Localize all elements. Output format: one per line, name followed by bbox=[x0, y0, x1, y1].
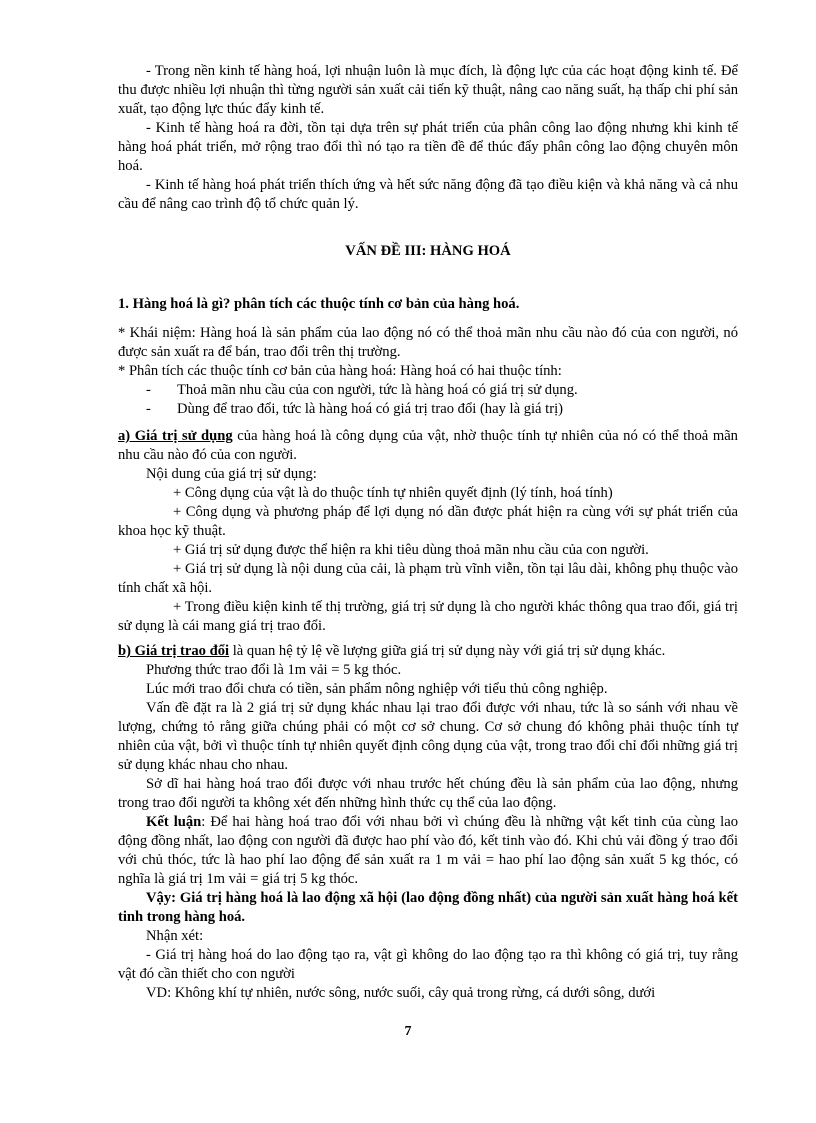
attribute-text: Dùng để trao đổi, tức là hàng hoá có giá trị trao đổi (hay là giá trị) bbox=[177, 401, 564, 417]
section-title: VẤN ĐỀ III: HÀNG HOÁ bbox=[345, 243, 511, 259]
exchange-value-label: b) Giá trị trao đổi bbox=[118, 643, 230, 659]
use-value-item: + Giá trị sử dụng được thể hiện ra khi tiêu dùng thoả mãn nhu cầu của con người. bbox=[173, 542, 649, 558]
conclusion-text: : Để hai hàng hoá trao đổi với nhau bởi vì chúng đều là những vật kết tinh của cùng lao động đồng nhất, lao động con người đã được hao phí vào đó, kết tinh vào đó. Khi chủ vải đồng ý trao đổi với chủ thóc, tức là hao phí lao động để sản xuất ra 1 m vải = hao phí lao động sản xuất 5 kg thóc, có nghĩa là giá trị 1m vải = giá trị 5 kg thóc. bbox=[118, 814, 738, 887]
intro-paragraph-1: - Trong nền kinh tế hàng hoá, lợi nhuận luôn là mục đích, là động lực của các hoạt động kinh tế. Để thu được nhiều lợi nhuận thì từng người sản xuất cải tiến kỹ thuật, nâng cao năng suất, hạ thấp chi phí sản xuất, tạo động lực thúc đẩy kinh tế. bbox=[118, 63, 738, 117]
use-value-text: của hàng hoá là công dụng của vật, nhờ thuộc tính tự nhiên của nó có thể thoả mãn nhu cầu nào đó của con người. bbox=[118, 428, 738, 463]
remarks-label: Nhận xét: bbox=[146, 928, 204, 944]
question-heading: 1. Hàng hoá là gì? phân tích các thuộc tính cơ bản của hàng hoá. bbox=[118, 296, 520, 312]
use-value-item: + Công dụng của vật là do thuộc tính tự nhiên quyết định (lý tính, hoá tính) bbox=[173, 485, 613, 501]
page-number: 7 bbox=[404, 1024, 412, 1039]
use-value-item: + Giá trị sử dụng là nội dung của cải, là phạm trù vĩnh viễn, tồn tại lâu dài, không phụ thuộc vào tính chất xã hội. bbox=[118, 561, 738, 596]
conclusion-paragraph bbox=[118, 813, 738, 889]
dash-marker: - bbox=[146, 382, 151, 398]
exchange-value-paragraph-line: Vấn đề đặt ra là 2 giá trị sử dụng khác nhau lại trao đổi được với nhau, tức là so sánh với nhau về lượng, chứng tỏ rằng giữa chúng phải có một cơ sở chung. Cơ sở chung đó không phải thuộc tính tự nhiên của vật, bởi vì thuộc tính tự nhiên quyết định công dụng của vật, trong trao đổi chỉ đổi những giá trị sử dụng khác nhau cho nhau. bbox=[118, 700, 738, 773]
exchange-value-text: là quan hệ tỷ lệ về lượng giữa giá trị sử dụng này với giá trị sử dụng khác. bbox=[229, 643, 666, 659]
analysis-paragraph: * Phân tích các thuộc tính cơ bản của hàng hoá: Hàng hoá có hai thuộc tính: bbox=[118, 363, 562, 379]
intro-paragraph-3: - Kinh tế hàng hoá phát triển thích ứng và hết sức năng động đã tạo điều kiện và khả năng và cả nhu cầu để nâng cao trình độ tổ chức quản lý. bbox=[118, 177, 738, 212]
remarks-line: VD: Không khí tự nhiên, nước sông, nước suối, cây quả trong rừng, cá dưới sông, dưới bbox=[146, 985, 656, 1001]
use-value-item: + Trong điều kiện kinh tế thị trường, giá trị sử dụng là cho người khác thông qua trao đổi, giá trị sử dụng là cái mang giá trị trao đổi. bbox=[118, 599, 738, 634]
use-value-item: + Công dụng và phương pháp để lợi dụng nó dần được phát hiện ra cùng với sự phát triển của khoa học kỹ thuật. bbox=[118, 504, 738, 539]
attribute-text: Thoả mãn nhu cầu của con người, tức là hàng hoá có giá trị sử dụng. bbox=[177, 382, 578, 398]
summary-paragraph: Vậy: Giá trị hàng hoá là lao động xã hội (lao động đồng nhất) của người sản xuất hàng hoá kết tinh trong hàng hoá. bbox=[118, 890, 738, 925]
dash-marker: - bbox=[146, 401, 151, 417]
exchange-value-paragraph-line: Phương thức trao đổi là 1m vải = 5 kg thóc. bbox=[146, 662, 402, 678]
attribute-item bbox=[118, 400, 738, 419]
remarks-line: - Giá trị hàng hoá do lao động tạo ra, vật gì không do lao động tạo ra thì không có giá trị, tuy rằng vật đó cần thiết cho con người bbox=[118, 947, 738, 982]
page-content bbox=[118, 62, 738, 1003]
concept-paragraph: * Khái niệm: Hàng hoá là sản phẩm của lao động nó có thể thoả mãn nhu cầu nào đó của con người, nó được sản xuất ra để bán, trao đổi trên thị trường. bbox=[118, 325, 738, 360]
use-value-content-intro: Nội dung của giá trị sử dụng: bbox=[146, 466, 317, 482]
exchange-value-paragraph bbox=[118, 642, 738, 661]
exchange-value-paragraph-line: Sở dĩ hai hàng hoá trao đổi được với nhau trước hết chúng đều là sản phẩm của lao động, nhưng trong trao đổi người ta không xét đến những hình thức cụ thể của lao động. bbox=[118, 776, 738, 811]
use-value-label: a) Giá trị sử dụng bbox=[118, 428, 233, 444]
use-value-paragraph bbox=[118, 427, 738, 465]
exchange-value-paragraph-line: Lúc mới trao đổi chưa có tiền, sản phẩm nông nghiệp với tiểu thủ công nghiệp. bbox=[146, 681, 608, 697]
intro-paragraph-2: - Kinh tế hàng hoá ra đời, tồn tại dựa trên sự phát triển của phân công lao động nhưng khi kinh tế hàng hoá phát triển, mở rộng trao đổi thì nó tạo ra tiền đề để thúc đẩy phân công lao động chuyên môn hoá. bbox=[118, 120, 738, 174]
conclusion-label: Kết luận bbox=[146, 814, 202, 830]
attribute-item bbox=[118, 381, 738, 400]
